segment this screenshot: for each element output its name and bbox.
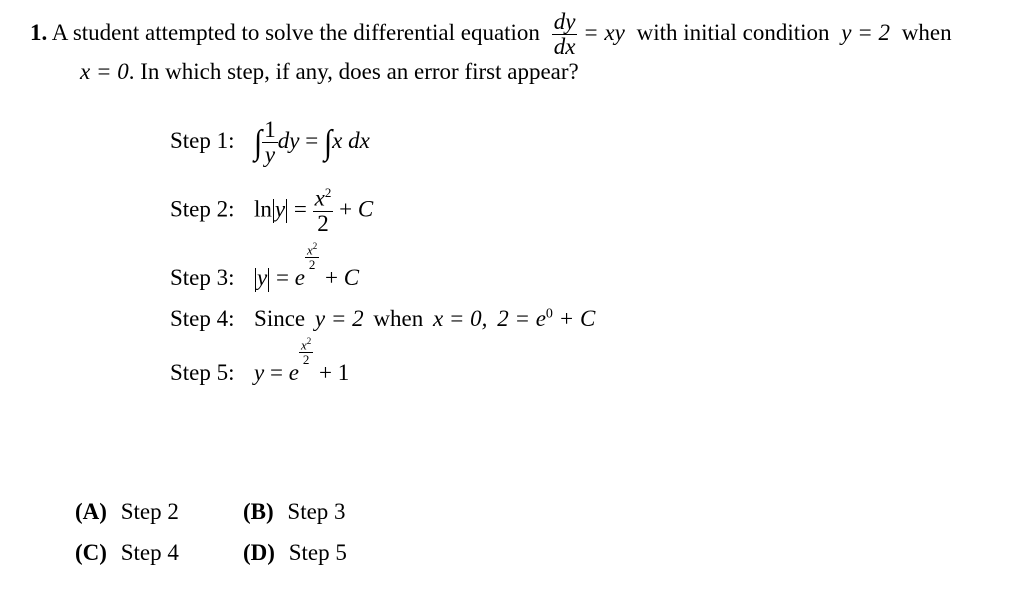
exponent: $\frac{x^2}{2}$: [306, 241, 318, 272]
step-label: Step 5:: [170, 360, 235, 385]
integral-sign: ∫: [254, 123, 263, 162]
integral-sign: ∫: [323, 123, 333, 162]
step-label: Step 1:: [170, 127, 235, 153]
derivative-fraction: [552, 10, 578, 59]
question-text-c: when: [901, 19, 952, 45]
question-text: A student attempted to solve the differential equation: [51, 19, 540, 45]
step-label: Step 4:: [170, 306, 235, 331]
step-label: Step 2:: [170, 196, 235, 222]
choice-b[interactable]: (B) Step 3: [243, 499, 346, 524]
question-number: 1.: [30, 19, 48, 45]
step-5: Step 5: y = e $\frac{x^2}{2}$ + 1: [170, 336, 350, 385]
derivative-numerator: dy: [553, 9, 576, 34]
question-text-b: with initial condition: [636, 19, 830, 45]
choice-a[interactable]: (A) Step 2: [75, 499, 179, 524]
step-3: Step 3: y = e $\frac{x^2}{2}$ + C: [170, 241, 360, 290]
initial-condition: y = 2: [841, 19, 891, 45]
step-4: Step 4: Since y = 2 when x = 0, $2 = e^0 + C$: [170, 306, 596, 331]
question-line-2: [80, 60, 579, 83]
step-1: Step 1: ∫ $\frac{1}{y}$ dy = ∫x dx: [170, 117, 370, 168]
question-line-1: [30, 10, 952, 59]
derivative-denominator: dx: [553, 34, 576, 60]
x-squared-over-2: $\frac{x^2}{2}$: [314, 185, 332, 236]
choice-c[interactable]: (C) Step 4: [75, 540, 179, 565]
step-label: Step 3:: [170, 265, 235, 290]
exponent: $\frac{x^2}{2}$: [300, 336, 312, 367]
reciprocal-y: $\frac{1}{y}$: [264, 117, 276, 168]
step-2: Step 2: ln y = $\frac{x^2}{2}$ + C: [170, 185, 374, 236]
choice-d[interactable]: (D) Step 5: [243, 540, 347, 565]
question-text-d: . In which step, if any, does an error first appear?: [128, 59, 579, 84]
initial-x: x = 0: [80, 59, 129, 84]
equation-rhs: = xy: [583, 19, 625, 45]
